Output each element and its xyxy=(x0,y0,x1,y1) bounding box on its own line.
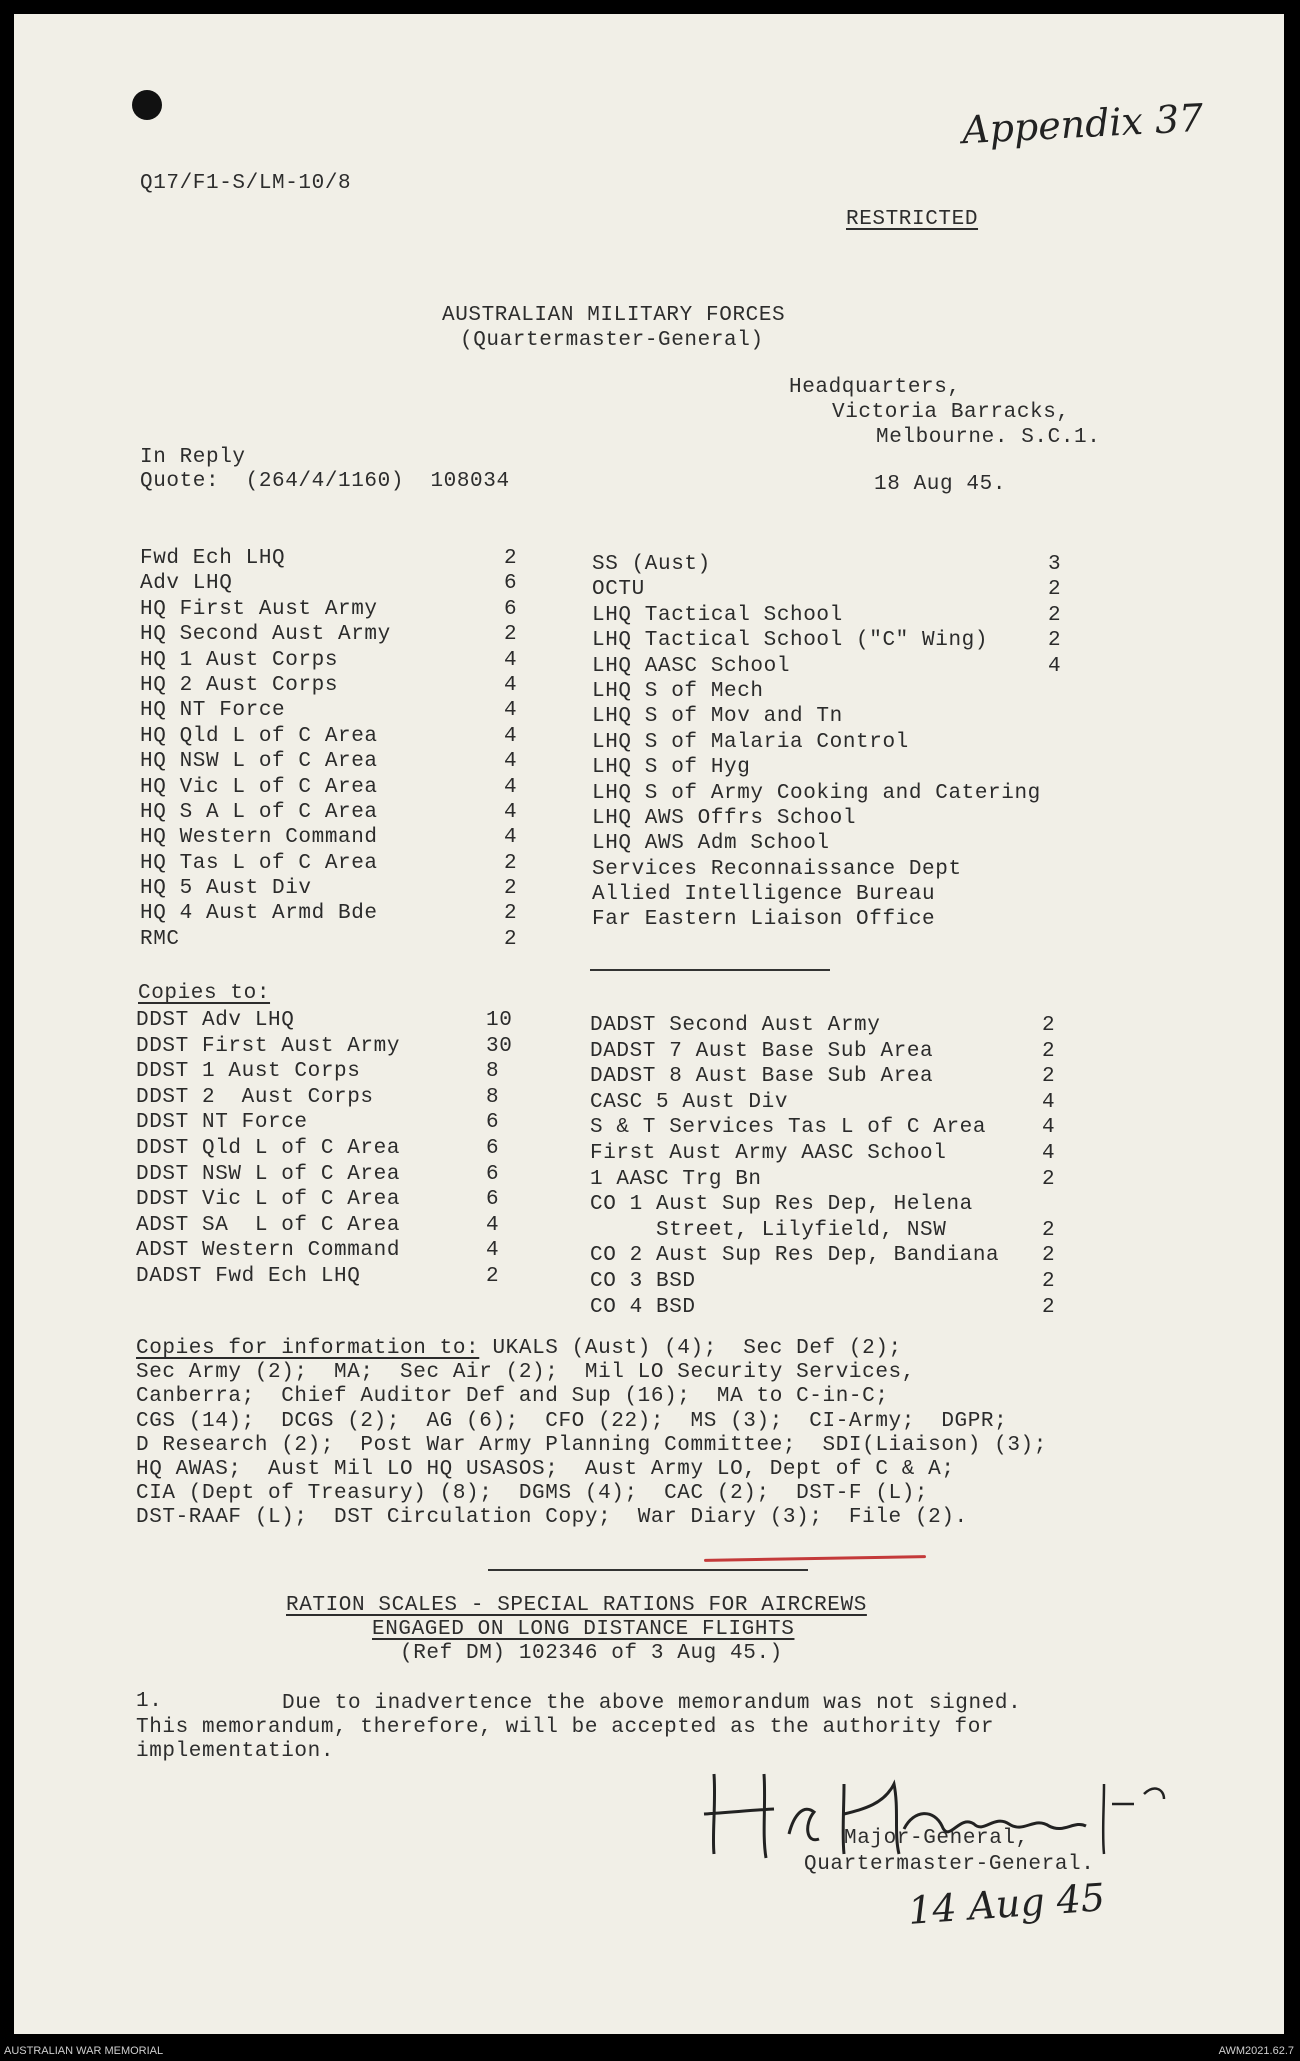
distribution-row-name: HQ 4 Aust Armd Bde xyxy=(140,902,378,926)
distribution-row xyxy=(140,698,520,723)
distribution-row-name: HQ 1 Aust Corps xyxy=(140,648,339,672)
copies-row-quantity: 4 xyxy=(486,1239,500,1263)
archive-reference: AWM2021.62.7 xyxy=(1218,2045,1294,2057)
copies-row xyxy=(136,1238,516,1264)
subject-line-1: RATION SCALES - SPECIAL RATIONS FOR AIRCREWS xyxy=(286,1594,867,1617)
copies-row xyxy=(136,1110,516,1136)
distribution-row-name: OCTU xyxy=(592,578,645,602)
copies-row-quantity: 2 xyxy=(1042,1269,1056,1293)
distribution-row-quantity: 6 xyxy=(504,597,518,621)
info-line: Canberra; Chief Auditor Def and Sup (16); MA to C-in-C; xyxy=(136,1385,889,1409)
copies-row-quantity: 2 xyxy=(1042,1218,1056,1242)
info-last-pre: DST-RAAF (L); DST Circulation Copy; xyxy=(136,1506,638,1530)
distribution-row-name: LHQ S of Mech xyxy=(592,679,764,703)
distribution-row xyxy=(592,577,1112,602)
distribution-row xyxy=(140,571,520,596)
copies-row-quantity: 10 xyxy=(486,1009,513,1032)
copies-row xyxy=(590,1243,1130,1269)
copies-row-name: 1 AASC Trg Bn xyxy=(590,1167,762,1191)
copies-row-quantity: 2 xyxy=(1042,1014,1056,1037)
copies-row xyxy=(590,1269,1130,1295)
copies-row-quantity: 2 xyxy=(1042,1295,1056,1319)
distribution-row-name: SS (Aust) xyxy=(592,553,711,576)
distribution-row-name: HQ 5 Aust Div xyxy=(140,877,312,901)
copies-row xyxy=(590,1192,1130,1218)
distribution-row-quantity: 2 xyxy=(504,902,518,926)
distribution-right xyxy=(592,552,1112,933)
distribution-row-quantity: 4 xyxy=(504,800,518,824)
copies-row xyxy=(136,1136,516,1162)
distribution-row xyxy=(592,679,1112,704)
copies-row-name: DDST Vic L of C Area xyxy=(136,1188,401,1212)
copies-row-name: DADST Fwd Ech LHQ xyxy=(136,1264,361,1288)
distribution-row xyxy=(592,704,1112,729)
divider xyxy=(488,1569,808,1571)
document-date: 18 Aug 45. xyxy=(874,473,1007,496)
distribution-row-name: HQ NT Force xyxy=(140,699,286,723)
distribution-row xyxy=(592,781,1112,806)
info-distribution xyxy=(136,1337,1196,1531)
copies-row xyxy=(136,1213,516,1239)
distribution-row-name: LHQ AWS Adm School xyxy=(592,832,830,856)
distribution-row-quantity: 2 xyxy=(1048,629,1062,653)
distribution-row-name: HQ Vic L of C Area xyxy=(140,775,378,799)
copies-row xyxy=(590,1064,1130,1090)
distribution-row-quantity: 4 xyxy=(1048,654,1062,678)
copies-row xyxy=(136,1187,516,1213)
distribution-row xyxy=(140,825,520,850)
distribution-row-quantity: 4 xyxy=(504,775,518,799)
distribution-row-quantity: 6 xyxy=(504,572,518,596)
distribution-row-name: LHQ AASC School xyxy=(592,654,791,678)
distribution-row-quantity: 2 xyxy=(504,623,518,647)
distribution-row-name: HQ Second Aust Army xyxy=(140,623,391,647)
copies-row-quantity: 30 xyxy=(486,1034,513,1058)
copies-row xyxy=(136,1085,516,1111)
distribution-row xyxy=(592,907,1112,932)
reply-label: In Reply xyxy=(140,446,246,469)
distribution-row-quantity: 4 xyxy=(504,724,518,748)
distribution-row xyxy=(592,730,1112,755)
handwritten-date: 14 Aug 45 xyxy=(906,1875,1107,1933)
distribution-row xyxy=(140,724,520,749)
copies-right xyxy=(590,1013,1130,1320)
copies-row-name: First Aust Army AASC School xyxy=(590,1141,947,1165)
distribution-row-name: LHQ S of Malaria Control xyxy=(592,730,909,754)
copies-row-name: DDST First Aust Army xyxy=(136,1034,401,1058)
copies-row-name: DADST Second Aust Army xyxy=(590,1014,881,1037)
info-line: HQ AWAS; Aust Mil LO HQ USASOS; Aust Army LO, Dept of C & A; xyxy=(136,1458,955,1482)
copies-row-name: Street, Lilyfield, NSW xyxy=(590,1218,947,1242)
copies-row xyxy=(590,1167,1130,1193)
copies-row xyxy=(590,1295,1130,1321)
distribution-row-quantity: 2 xyxy=(504,851,518,875)
para-line-1: Due to inadvertence the above memorandum was not signed. xyxy=(282,1692,1022,1715)
distribution-row-quantity: 2 xyxy=(504,877,518,901)
copies-row xyxy=(590,1013,1130,1039)
distribution-row-quantity: 4 xyxy=(504,673,518,697)
distribution-row xyxy=(140,927,520,952)
copies-row-name: ADST SA L of C Area xyxy=(136,1213,401,1237)
info-line-1: UKALS (Aust) (4); Sec Def (2); xyxy=(479,1337,902,1360)
red-underline xyxy=(704,1555,926,1562)
copies-row-quantity: 2 xyxy=(1042,1244,1056,1268)
para-number: 1. xyxy=(136,1690,163,1713)
distribution-row xyxy=(592,831,1112,856)
distribution-row-name: Services Reconnaissance Dept xyxy=(592,857,962,881)
copies-left xyxy=(136,1008,516,1290)
info-line: CGS (14); DCGS (2); AG (6); CFO (22); MS (3); CI-Army; DGPR; xyxy=(136,1409,1008,1433)
copies-row-quantity: 6 xyxy=(486,1111,500,1135)
para-line-2: This memorandum, therefore, will be accepted as the authority for xyxy=(136,1716,995,1739)
copies-row-name: DDST 1 Aust Corps xyxy=(136,1060,361,1084)
copies-row-quantity: 4 xyxy=(1042,1116,1056,1140)
copies-row xyxy=(136,1008,516,1034)
copies-row-name: CO 1 Aust Sup Res Dep, Helena xyxy=(590,1193,973,1217)
distribution-row-quantity: 2 xyxy=(1048,603,1062,627)
classification: RESTRICTED xyxy=(846,208,979,231)
copies-row xyxy=(136,1162,516,1188)
copies-row-quantity: 8 xyxy=(486,1085,500,1109)
distribution-row-name: Allied Intelligence Bureau xyxy=(592,883,936,907)
distribution-row xyxy=(140,876,520,901)
distribution-row xyxy=(140,775,520,800)
distribution-row-name: LHQ S of Mov and Tn xyxy=(592,705,843,729)
distribution-row-name: HQ Western Command xyxy=(140,826,378,850)
address-line-2: Victoria Barracks, xyxy=(832,401,1070,424)
copies-row xyxy=(590,1218,1130,1244)
copies-row-name: DADST 8 Aust Base Sub Area xyxy=(590,1065,934,1089)
divider xyxy=(590,969,830,971)
distribution-row-name: Adv LHQ xyxy=(140,572,233,596)
para-line-3: implementation. xyxy=(136,1740,335,1763)
distribution-left xyxy=(140,546,520,952)
copies-row-name: S & T Services Tas L of C Area xyxy=(590,1116,987,1140)
distribution-row-name: LHQ Tactical School xyxy=(592,603,843,627)
signature-title: Quartermaster-General. xyxy=(804,1853,1095,1876)
copies-row xyxy=(136,1034,516,1060)
org-name: AUSTRALIAN MILITARY FORCES xyxy=(442,304,786,327)
copies-row-name: DDST Qld L of C Area xyxy=(136,1136,401,1160)
info-heading: Copies for information to: xyxy=(136,1337,480,1360)
subject-line-2: ENGAGED ON LONG DISTANCE FLIGHTS xyxy=(372,1618,795,1641)
distribution-row-name: HQ Qld L of C Area xyxy=(140,724,378,748)
document-page xyxy=(14,14,1284,2034)
copies-row-quantity: 2 xyxy=(1042,1167,1056,1191)
distribution-row xyxy=(592,628,1112,653)
copies-row-quantity: 2 xyxy=(1042,1039,1056,1063)
copies-row-quantity: 6 xyxy=(486,1162,500,1186)
distribution-row-quantity: 3 xyxy=(1048,553,1062,576)
copies-row xyxy=(136,1059,516,1085)
org-subtitle: (Quartermaster-General) xyxy=(460,329,764,352)
distribution-row-name: HQ First Aust Army xyxy=(140,597,378,621)
subject-ref: (Ref DM) 102346 of 3 Aug 45.) xyxy=(400,1642,783,1665)
distribution-row xyxy=(592,552,1112,577)
copies-row-name: CO 2 Aust Sup Res Dep, Bandiana xyxy=(590,1244,1000,1268)
distribution-row-name: HQ S A L of C Area xyxy=(140,800,378,824)
distribution-row xyxy=(592,806,1112,831)
copies-row-quantity: 6 xyxy=(486,1136,500,1160)
distribution-row-name: LHQ S of Hyg xyxy=(592,756,751,780)
distribution-row xyxy=(140,546,520,571)
handwritten-appendix: Appendix 37 xyxy=(961,95,1205,153)
distribution-row-quantity: 2 xyxy=(1048,578,1062,602)
file-reference: Q17/F1-S/LM-10/8 xyxy=(140,172,352,195)
distribution-row-name: LHQ S of Army Cooking and Catering xyxy=(592,781,1041,805)
archive-footer xyxy=(0,2042,1300,2061)
distribution-row xyxy=(592,882,1112,907)
distribution-row-name: Far Eastern Liaison Office xyxy=(592,908,936,932)
info-line: Sec Army (2); MA; Sec Air (2); Mil LO Security Services, xyxy=(136,1361,915,1385)
punch-hole xyxy=(132,90,162,120)
distribution-row-name: LHQ Tactical School ("C" Wing) xyxy=(592,629,989,653)
copies-row-quantity: 2 xyxy=(486,1264,500,1288)
address-line-3: Melbourne. S.C.1. xyxy=(876,426,1101,449)
distribution-row xyxy=(140,749,520,774)
copies-row-quantity: 4 xyxy=(1042,1090,1056,1114)
copies-row-name: CASC 5 Aust Div xyxy=(590,1090,789,1114)
war-diary-mark: War Diary (3) xyxy=(637,1506,810,1530)
info-last-post: ; File (2). xyxy=(809,1506,968,1530)
info-line: CIA (Dept of Treasury) (8); DGMS (4); CAC (2); DST-F (L); xyxy=(136,1482,929,1506)
distribution-row xyxy=(140,597,520,622)
copies-row-name: CO 3 BSD xyxy=(590,1269,696,1293)
distribution-row-name: HQ 2 Aust Corps xyxy=(140,673,339,697)
copies-row-name: CO 4 BSD xyxy=(590,1295,696,1319)
copies-row xyxy=(590,1115,1130,1141)
copies-row xyxy=(590,1039,1130,1065)
copies-row-quantity: 8 xyxy=(486,1060,500,1084)
copies-row-name: ADST Western Command xyxy=(136,1239,401,1263)
signature-rank: Major-General, xyxy=(844,1827,1029,1850)
distribution-row xyxy=(140,673,520,698)
distribution-row-quantity: 4 xyxy=(504,826,518,850)
copies-to-heading: Copies to: xyxy=(138,982,271,1005)
distribution-row-name: HQ Tas L of C Area xyxy=(140,851,378,875)
copies-row-quantity: 2 xyxy=(1042,1065,1056,1089)
copies-row-quantity: 4 xyxy=(486,1213,500,1237)
copies-row xyxy=(590,1090,1130,1116)
copies-row-quantity: 6 xyxy=(486,1188,500,1212)
copies-row-quantity: 4 xyxy=(1042,1141,1056,1165)
distribution-row xyxy=(140,851,520,876)
distribution-row-name: LHQ AWS Offrs School xyxy=(592,806,857,830)
copies-row-name: DADST 7 Aust Base Sub Area xyxy=(590,1039,934,1063)
address-line-1: Headquarters, xyxy=(789,376,961,399)
distribution-row xyxy=(592,603,1112,628)
reply-quote: Quote: (264/4/1160) 108034 xyxy=(140,470,510,493)
copies-row-name: DDST Adv LHQ xyxy=(136,1009,295,1032)
archive-name: AUSTRALIAN WAR MEMORIAL xyxy=(4,2045,164,2057)
distribution-row xyxy=(140,622,520,647)
distribution-row xyxy=(592,755,1112,780)
copies-row-name: DDST NSW L of C Area xyxy=(136,1162,401,1186)
distribution-row-quantity: 4 xyxy=(504,750,518,774)
distribution-row xyxy=(592,857,1112,882)
distribution-row xyxy=(140,648,520,673)
info-line: D Research (2); Post War Army Planning Committee; SDI(Liaison) (3); xyxy=(136,1433,1047,1457)
distribution-row-name: Fwd Ech LHQ xyxy=(140,547,286,570)
copies-row-name: DDST 2 Aust Corps xyxy=(136,1085,374,1109)
distribution-row xyxy=(592,654,1112,679)
copies-row-name: DDST NT Force xyxy=(136,1111,308,1135)
distribution-row-name: HQ NSW L of C Area xyxy=(140,750,378,774)
distribution-row xyxy=(140,800,520,825)
distribution-row-quantity: 2 xyxy=(504,547,518,570)
distribution-row-quantity: 2 xyxy=(504,927,518,951)
distribution-row xyxy=(140,901,520,926)
distribution-row-quantity: 4 xyxy=(504,648,518,672)
distribution-row-name: RMC xyxy=(140,927,180,951)
distribution-row-quantity: 4 xyxy=(504,699,518,723)
copies-row xyxy=(136,1264,516,1290)
copies-row xyxy=(590,1141,1130,1167)
